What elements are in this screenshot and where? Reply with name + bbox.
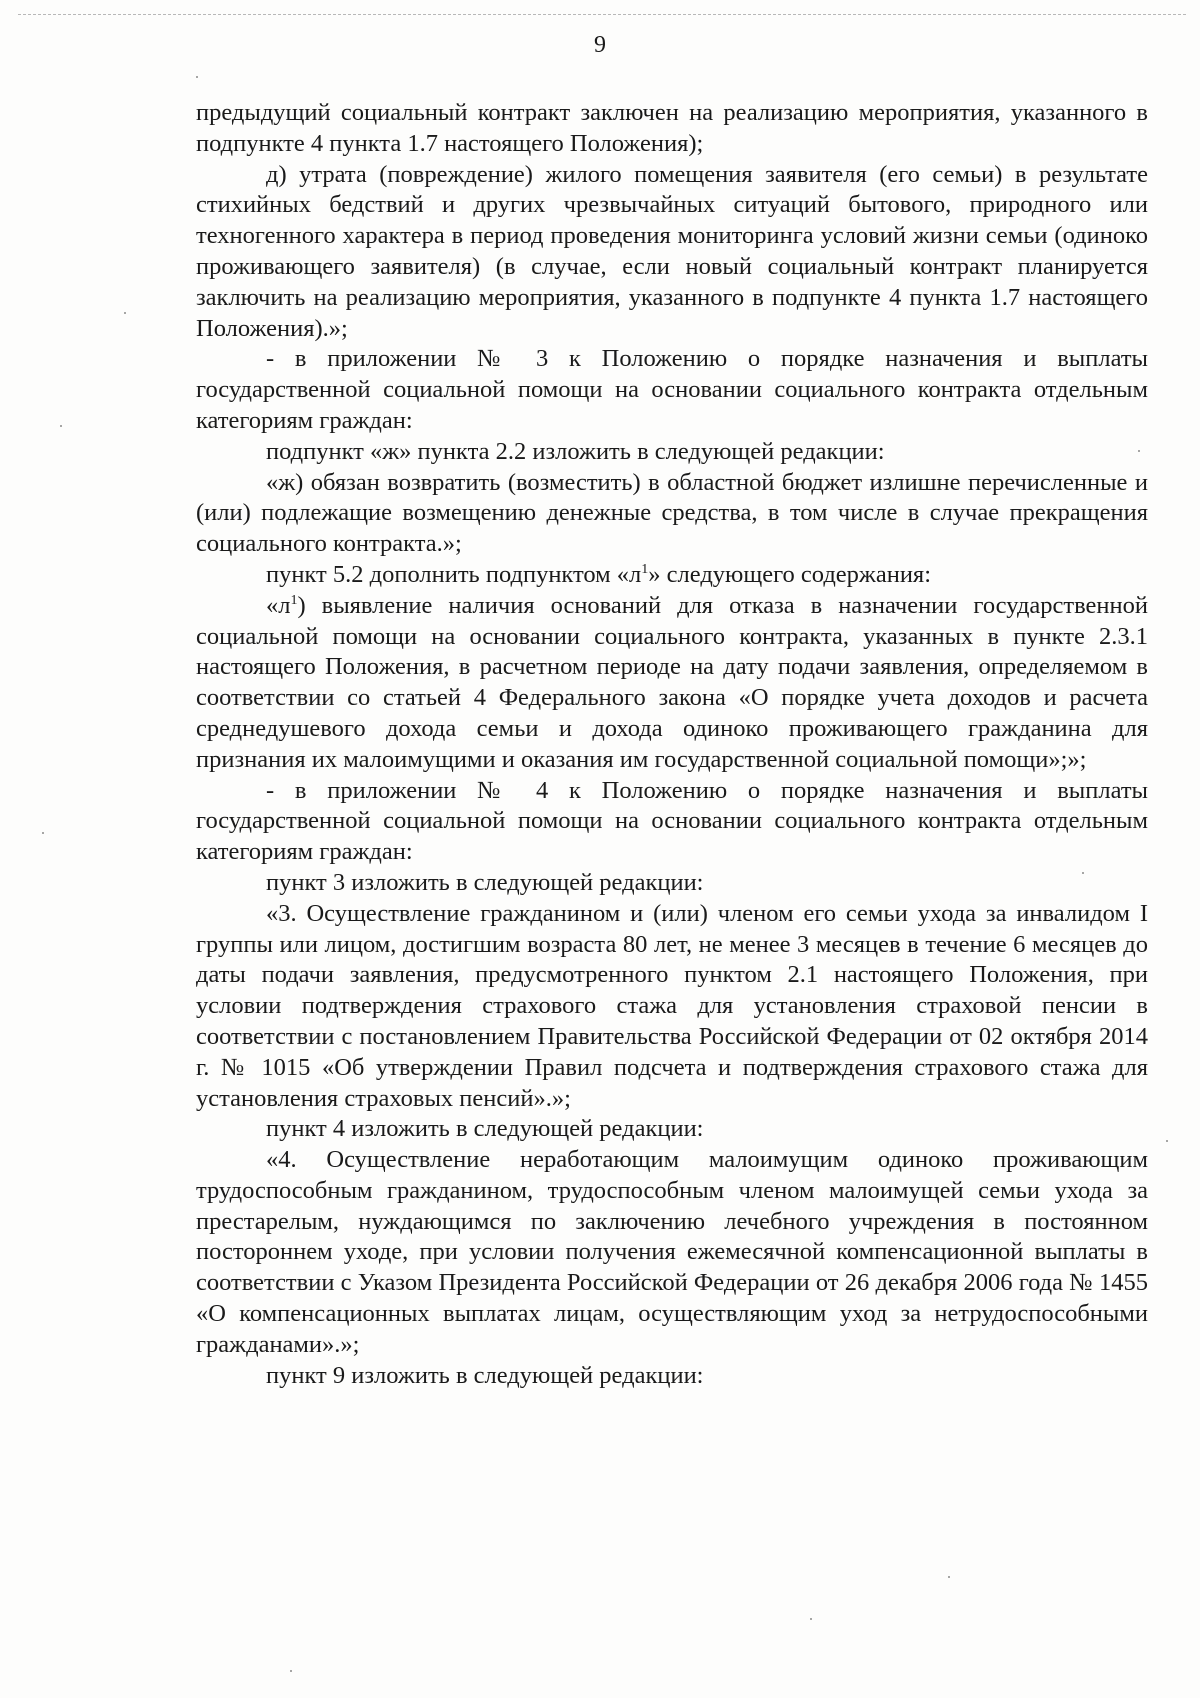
paragraph: пункт 9 изложить в следующей редакции: [266, 1361, 704, 1389]
paragraph-text: » следующего содержания: [648, 560, 932, 588]
paragraph-text: ) выявление наличия оснований для отказа в назначении государственной социальной помощи на основании социального контракта, указанных в пункте 2.3.1 настоящего Положения, в расчетном периоде на дату подачи заявления, определяемом в соответствии со статьей 4 Федерального закона «О порядке учета доходов и расчета среднедушевого дохода семьи и дохода одиноко проживающего гражданина для признания их малоимущими и оказания им государственной социальной помощи»;»; [196, 591, 1148, 773]
paragraph: подпункт «ж» пункта 2.2 изложить в следующей редакции: [266, 437, 885, 465]
paragraph [196, 560, 1148, 591]
paragraph: «4. Осуществление неработающим малоимущим одиноко проживающим трудоспособным гражданином, трудоспособным членом малоимущей семьи ухода за престарелым, нуждающимся по заключению лечебного учреждения в постоянном постороннем уходе, при условии получения ежемесячной компенсационной выплаты в соответствии с Указом Президента Российской Федерации от 26 декабря 2006 года № 1455 «О компенсационных выплатах лицам, осуществляющим уход за нетрудоспособными гражданами».»; [196, 1146, 1148, 1358]
paragraph-text: «л [266, 591, 291, 619]
paragraph: предыдущий социальный контракт заключен на реализацию мероприятия, указанного в подпункте 4 пункта 1.7 настоящего Положения); [196, 99, 1148, 157]
scan-speck [60, 425, 62, 427]
page-number: 9 [594, 32, 606, 58]
paragraph: пункт 4 изложить в следующей редакции: [266, 1115, 704, 1143]
scan-speck [948, 1576, 950, 1578]
scan-speck [196, 76, 198, 78]
scan-speck [1138, 450, 1140, 452]
document-body [196, 98, 1148, 1391]
scan-speck [290, 1670, 292, 1672]
paragraph: пункт 3 изложить в следующей редакции: [266, 868, 704, 896]
paragraph: - в приложении № 4 к Положению о порядке назначения и выплаты государственной социальной помощи на основании социального контракта отдельным категориям граждан: [196, 776, 1148, 866]
page-top-edge [18, 14, 1186, 15]
scan-speck [1166, 1140, 1168, 1142]
superscript: 1 [641, 561, 649, 577]
paragraph: - в приложении № 3 к Положению о порядке назначения и выплаты государственной социальной помощи на основании социального контракта отдельным категориям граждан: [196, 345, 1148, 434]
paragraph: «ж) обязан возвратить (возместить) в областной бюджет излишне перечисленные и (или) подлежащие возмещению денежные средства, в том числе в случае прекращения социального контракта.»; [196, 468, 1148, 558]
paragraph: «3. Осуществление гражданином и (или) членом его семьи ухода за инвалидом I группы или лицом, достигшим возраста 80 лет, не менее 3 месяцев в течение 6 месяцев до даты подачи заявления, предусмотренного пунктом 2.1 настоящего Положения, при условии подтверждения страхового стажа для установления страховой пенсии в соответствии с постановлением Правительства Российской Федерации от 02 октября 2014 г. № 1015 «Об утверждении Правил подсчета и подтверждения страхового стажа для установления страховых пенсий».»; [196, 899, 1148, 1112]
paragraph: д) утрата (повреждение) жилого помещения заявителя (его семьи) в результате стихийных бедствий и других чрезвычайных ситуаций бытового, природного или техногенного характера в период проведения мониторинга условий жизни семьи (одиноко проживающего заявителя) (в случае, если новый социальный контракт планируется заключить на реализацию мероприятия, указанного в подпункте 4 пункта 1.7 настоящего Положения).»; [196, 160, 1148, 342]
scan-speck [1082, 872, 1084, 874]
scan-speck [810, 1618, 812, 1620]
scan-speck [42, 832, 44, 834]
paragraph-text: пункт 5.2 дополнить подпунктом «л [266, 560, 642, 588]
paragraph [196, 591, 1148, 776]
scan-speck [124, 312, 126, 314]
superscript: 1 [290, 592, 298, 608]
